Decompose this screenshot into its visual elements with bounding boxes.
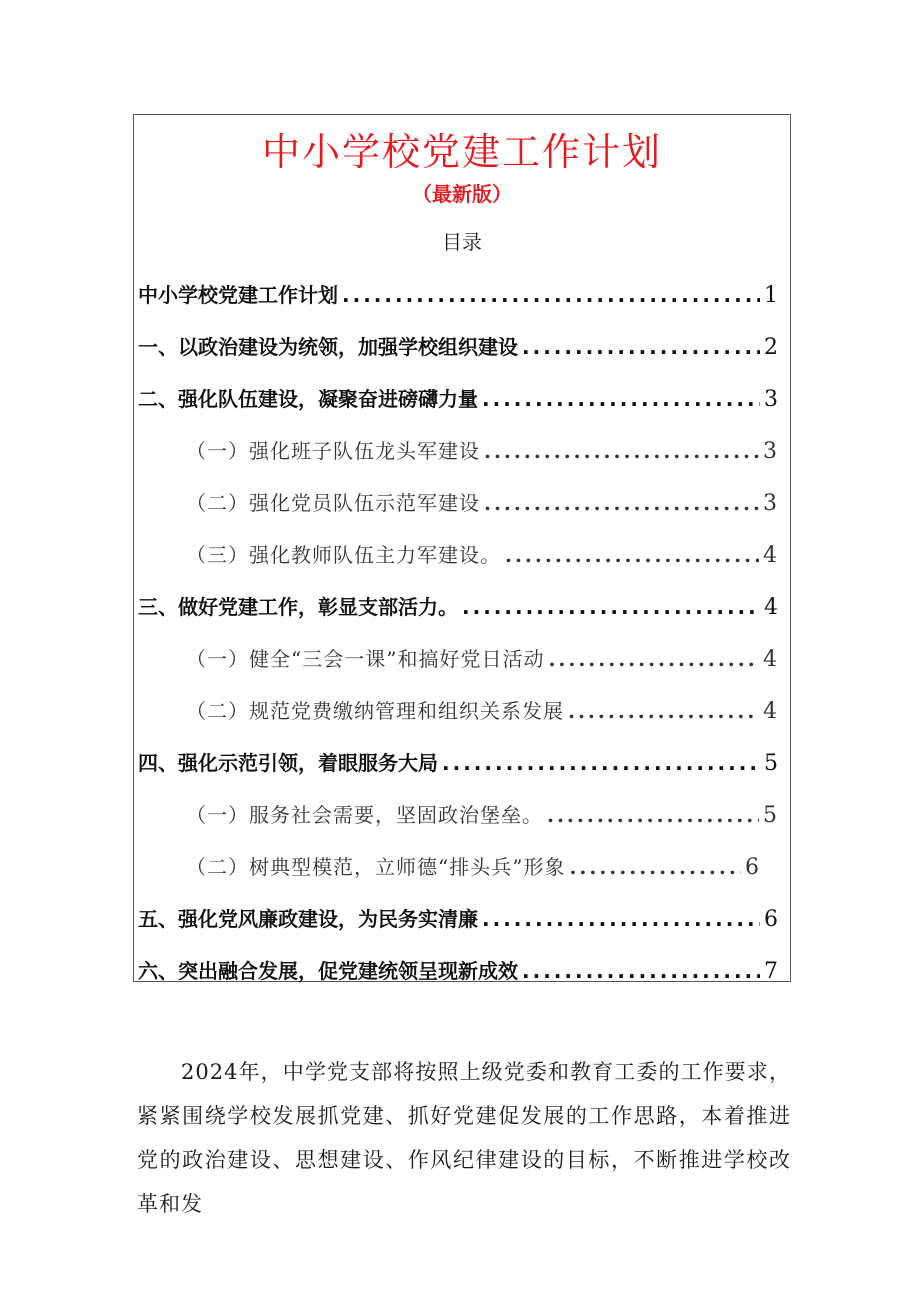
toc-entry-page: 6 <box>764 907 778 932</box>
toc-dot-leader <box>484 439 759 463</box>
toc-entry-page: 4 <box>763 699 778 724</box>
toc-entry-page: 3 <box>764 387 778 412</box>
toc-dot-leader <box>522 959 760 983</box>
toc-subentry[interactable] <box>186 539 778 571</box>
toc-subentry[interactable] <box>186 799 778 831</box>
toc-entry-label: 中小学校党建工作计划 <box>138 283 338 307</box>
toc-dot-leader <box>569 855 741 879</box>
toc-dot-leader <box>568 699 759 723</box>
toc-entry-label: 五、强化党风廉政建设，为民务实清廉 <box>138 907 478 931</box>
toc-entry-label: （二）强化党员队伍示范军建设 <box>186 491 480 515</box>
document-title: 中小学校党建工作计划 <box>261 130 662 174</box>
toc-entry-label: 三、做好党建工作，彰显支部活力。 <box>138 595 458 619</box>
toc-dot-leader <box>482 907 760 931</box>
toc-subentry[interactable] <box>186 851 760 883</box>
toc-dot-leader <box>442 751 760 775</box>
toc-entry-label: 一、以政治建设为统领，加强学校组织建设 <box>138 335 518 359</box>
body-paragraph: 2024年，中学党支部将按照上级党委和教育工委的工作要求，紧紧围绕学校发展抓党建、抓好党建促发展的工作思路，本着推进党的政治建设、思想建设、作风纪律建设的目标，不断推进学校改革和发 <box>137 1060 791 1216</box>
toc-entry[interactable] <box>138 331 778 363</box>
toc-entry[interactable] <box>138 591 778 623</box>
toc-entry[interactable] <box>138 279 778 311</box>
toc-subentry[interactable] <box>186 487 778 519</box>
table-of-contents-box <box>133 114 791 982</box>
toc-entry-label: （一）健全“三会一课”和搞好党日活动 <box>186 647 545 671</box>
toc-entry-page: 4 <box>763 647 778 672</box>
toc-entry-label: （二）树典型模范，立师德“排头兵”形象 <box>186 855 566 879</box>
toc-entry-label: （二）规范党费缴纳管理和组织关系发展 <box>186 699 564 723</box>
toc-entry-label: 四、强化示范引领，着眼服务大局 <box>138 751 438 775</box>
toc-entry-page: 6 <box>745 855 760 880</box>
toc-entry-label: 二、强化队伍建设，凝聚奋进磅礴力量 <box>138 387 478 411</box>
toc-dot-leader <box>462 595 760 619</box>
document-subtitle: （最新版） <box>412 182 512 206</box>
toc-dot-leader <box>342 283 760 307</box>
toc-entry-page: 4 <box>764 595 778 620</box>
toc-subentry[interactable] <box>186 435 778 467</box>
toc-entry-label: （三）强化教师队伍主力军建设。 <box>186 543 501 567</box>
toc-dot-leader <box>482 387 760 411</box>
toc-entry-page: 5 <box>763 803 778 828</box>
toc-entry-page: 3 <box>763 439 778 464</box>
toc-entry[interactable] <box>138 383 778 415</box>
toc-entry[interactable] <box>138 903 778 935</box>
toc-subentry[interactable] <box>186 643 778 675</box>
toc-entry-page: 1 <box>764 283 778 308</box>
toc-entry-label: 六、突出融合发展，促党建统领呈现新成效 <box>138 959 518 983</box>
toc-heading: 目录 <box>442 230 482 254</box>
toc-entry-label: （一）强化班子队伍龙头军建设 <box>186 439 480 463</box>
toc-entry[interactable] <box>138 955 778 987</box>
toc-dot-leader <box>548 647 759 671</box>
toc-dot-leader <box>522 335 760 359</box>
toc-dot-leader <box>484 491 759 515</box>
toc-dot-leader <box>505 543 759 567</box>
toc-entry-label: （一）服务社会需要，坚固政治堡垒。 <box>186 803 543 827</box>
toc-entry[interactable] <box>138 747 778 779</box>
toc-subentry[interactable] <box>186 695 778 727</box>
toc-entry-page: 7 <box>764 959 778 984</box>
toc-dot-leader <box>547 803 759 827</box>
toc-entry-page: 3 <box>763 491 778 516</box>
toc-entry-page: 5 <box>764 751 778 776</box>
toc-entry-page: 4 <box>763 543 778 568</box>
toc-entry-page: 2 <box>764 335 778 360</box>
